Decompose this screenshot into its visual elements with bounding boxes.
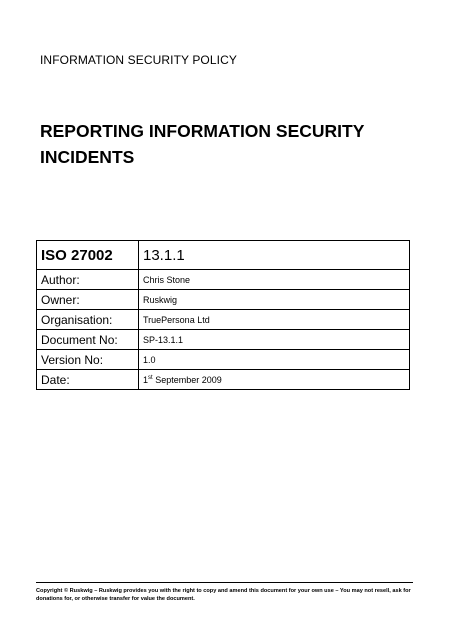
date-day: 1: [143, 374, 149, 385]
version-no-label: Version No:: [37, 350, 139, 370]
footer-divider: [36, 582, 413, 583]
author-row: [37, 270, 410, 290]
date-label: Date:: [37, 370, 139, 390]
date-ordinal-suffix: st: [148, 374, 153, 381]
document-title: [40, 118, 420, 170]
copyright-footer: Copyright © Ruskwig – Ruskwig provides you with the right to copy and amend this document for your own use – You may not resell, ask for donations for, or otherwise transfer for value the document.: [36, 588, 411, 602]
standard-label: ISO 27002: [37, 241, 139, 270]
author-value: Chris Stone: [139, 270, 410, 290]
standard-row: [37, 241, 410, 270]
version-no-row: [37, 350, 410, 370]
date-row: [37, 370, 410, 390]
document-no-row: [37, 330, 410, 350]
document-no-value: SP-13.1.1: [139, 330, 410, 350]
owner-label: Owner:: [37, 290, 139, 310]
document-metadata-table: [36, 240, 410, 390]
title-line-1: REPORTING INFORMATION SECURITY: [40, 121, 365, 141]
standard-value: 13.1.1: [139, 241, 410, 270]
date-month-year: September 2009: [152, 374, 222, 385]
organisation-row: [37, 310, 410, 330]
author-label: Author:: [37, 270, 139, 290]
version-no-value: 1.0: [139, 350, 410, 370]
organisation-value: TruePersona Ltd: [139, 310, 410, 330]
owner-value: Ruskwig: [139, 290, 410, 310]
organisation-label: Organisation:: [37, 310, 139, 330]
owner-row: [37, 290, 410, 310]
date-value: [139, 370, 410, 390]
document-no-label: Document No:: [37, 330, 139, 350]
policy-kicker: INFORMATION SECURITY POLICY: [40, 53, 237, 67]
title-line-2: INCIDENTS: [40, 147, 135, 167]
